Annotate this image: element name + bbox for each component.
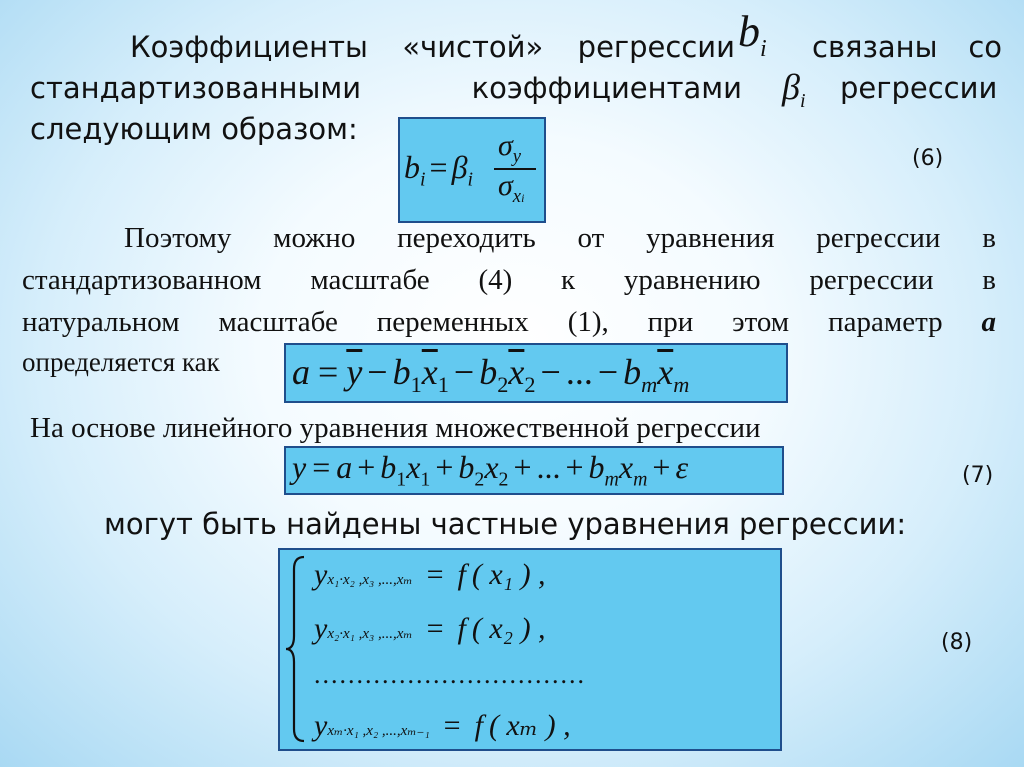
formula-a-box (284, 343, 788, 403)
para1-line3: следующим образом: (30, 112, 358, 146)
formula-7-expression: $y = a + b_1x_1 + b_2x_2$ + ... + $b_mx_m + \varepsilon$ (292, 449, 689, 491)
formula-8-box (278, 548, 782, 751)
symbol-b-i: $b_i$ (738, 7, 767, 62)
symbol-beta-i: $\beta_i$ (782, 67, 806, 113)
formula6-denominator: $\sigma_{xi}$ (498, 169, 525, 207)
para1-line2-end: регрессии (840, 71, 998, 105)
para2-line2: стандартизованном масштабе (4) к уравнению регрессии в (22, 264, 996, 296)
formula8-row-3: yxₘ·x₁ ,x₂ ,...,xₘ₋₁ = f ( xₘ ) , (314, 709, 571, 742)
equation-number-6: (6) (912, 146, 944, 171)
left-brace (284, 554, 308, 744)
formula6-numerator: $\sigma_y$ (498, 129, 522, 167)
para4-line: могут быть найдены частные уравнения регрессии: (104, 507, 907, 541)
word: регрессии (577, 30, 735, 64)
formula8-row-2: yx₂·x₁ ,x₃ ,...,xₘ = f ( x₂ ) , (314, 612, 546, 645)
word: «чистой» (402, 30, 544, 64)
para1-line2: стандартизованными коэффициентами (30, 71, 742, 105)
formula8-dotted-row: ................................ (314, 660, 586, 689)
para2-line1: Поэтому можно переходить от уравнения регрессии в (124, 222, 996, 254)
para2-line3: натуральном масштабе переменных (1), при этом параметр a (22, 306, 996, 338)
para3-line: На основе линейного уравнения множественной регрессии (30, 412, 761, 444)
word: Коэффициенты (130, 30, 368, 64)
para1-line1 (130, 30, 735, 64)
para2-line4: определяется как (22, 347, 220, 377)
formula-6-box (398, 117, 546, 223)
equation-number-8: (8) (941, 630, 973, 655)
para1-line1-end: связаны со (812, 30, 1002, 64)
formula6-lhs: $b_i = \beta_i$ (404, 149, 474, 191)
formula-a-expression: $a = \overline{y} - b_1\overline{x}_1 - b_2\overline{x}_2$ − ... − $b_m\overline{x}_m$ (292, 352, 690, 398)
formula8-row-1: yx₁·x₂ ,x₃ ,...,xₘ = f ( x₁ ) , (314, 558, 546, 591)
formula-7-box (284, 446, 784, 495)
equation-number-7: (7) (962, 463, 994, 488)
